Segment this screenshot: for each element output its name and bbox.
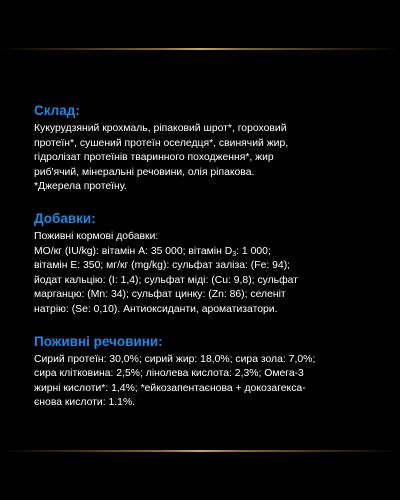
composition-line: Кукурудзяний крохмаль, ріпаковий шрот*, гороховий: [34, 123, 287, 134]
product-info-content: [34, 102, 384, 426]
additives-line: Поживні кормові добавки:: [34, 230, 159, 242]
composition-line: протеїн*, сушений протеїн оселедця*, свинячий жир,: [34, 137, 289, 149]
nutrients-line: Сирий протеїн: 30,0%; сирий жир: 18,0%; сира зола: 7,0%;: [34, 353, 316, 365]
additives-line: вітамін Е: 350; мг/кг (mg/kg): сульфат заліза: (Fe: 94);: [34, 260, 291, 272]
composition-line: гідролізат протеїнів тваринного походження*, жир: [34, 152, 274, 164]
nutrients-line: жирні кислоти*: 1,4%; *ейкозапентаєнова + докозагексa-: [34, 382, 306, 394]
additives-line: йодат кальцію: (I: 1,4); сульфат міді: (Cu: 9,8); сульфат: [34, 274, 298, 286]
composition-text: [34, 122, 384, 195]
composition-line: *Джерела протеїну.: [34, 181, 127, 193]
additives-line: марганцю: (Mn: 34); сульфат цинку: (Zn: 86); селеніт: [34, 289, 286, 301]
additives-line: натрію: (Se: 0,10). Антиоксиданти, ароматизатори.: [34, 303, 278, 315]
composition-section: [34, 102, 384, 195]
bottom-gold-divider: [0, 450, 400, 452]
vitamin-d-value: : 1 000;: [236, 245, 271, 257]
nutrients-section: [34, 333, 384, 411]
vitamin-a-text: МО/кг (IU/kg): вітамін А: 35 000; вітамін D: [34, 245, 233, 257]
additives-section: [34, 210, 384, 318]
vitamin-d-subscript: 3: [232, 250, 237, 258]
composition-line: риб'ячий, мінеральні речовини, олія ріпакова.: [34, 166, 255, 178]
additives-text: [34, 230, 384, 318]
additives-heading: Добавки:: [34, 210, 96, 226]
nutrients-line: сира клітковина: 2,5%; лінолева кислота: 2,3%; Омега-3: [34, 368, 304, 380]
additives-line-vitamins: [34, 245, 384, 260]
composition-heading: Склад:: [34, 103, 80, 118]
nutrients-line: єнова кислоти: 1.1%.: [34, 397, 136, 409]
nutrients-text: [34, 353, 384, 411]
nutrients-heading: Поживні речовини:: [34, 333, 163, 349]
top-gold-divider: [0, 48, 400, 50]
